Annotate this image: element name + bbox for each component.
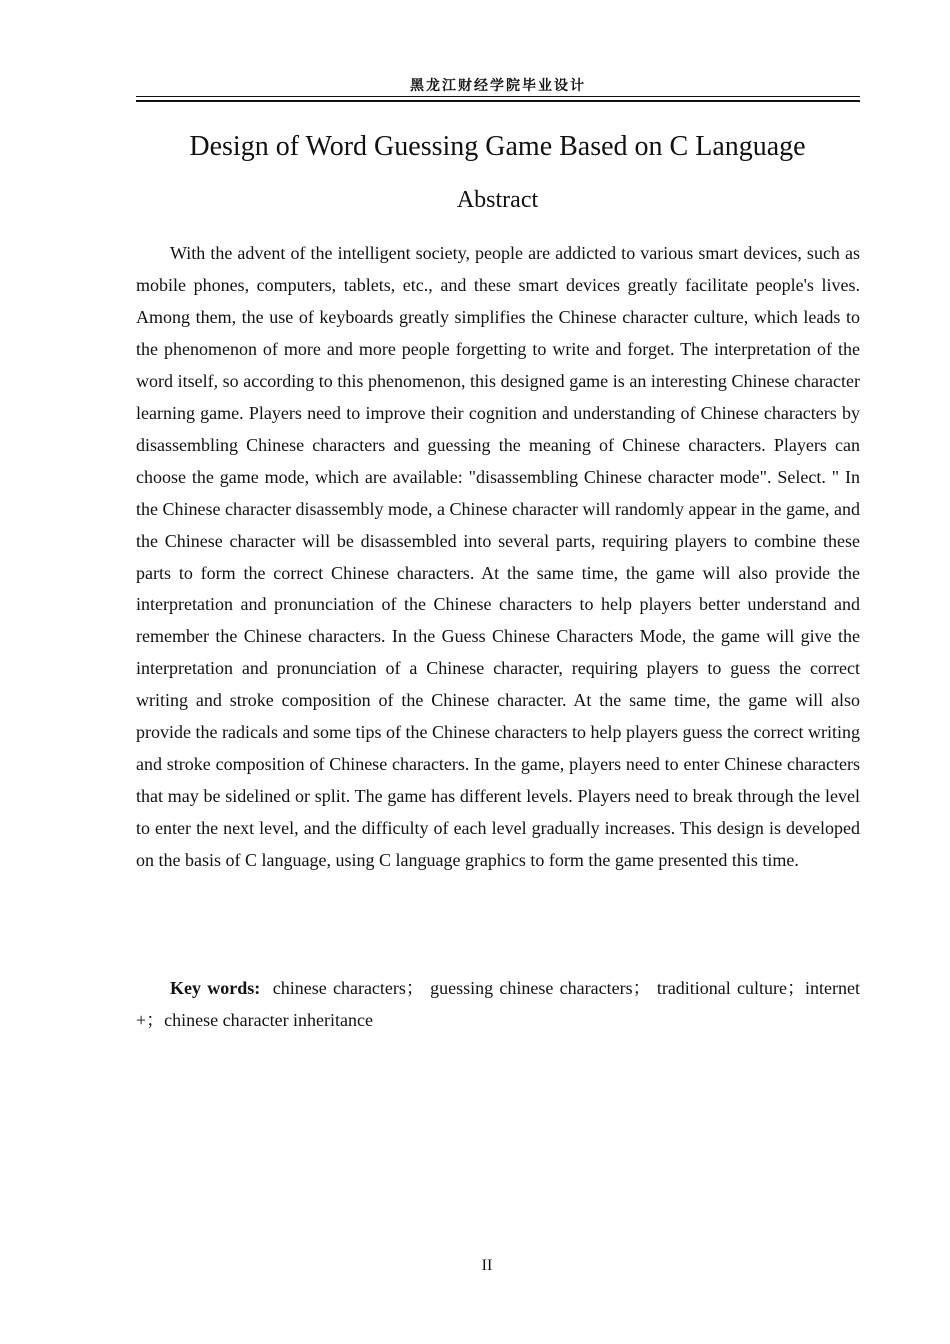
keywords-paragraph (136, 972, 860, 1036)
keywords-list: chinese characters； guessing chinese characters； traditional culture；internet +；chinese character inheritance (136, 978, 860, 1030)
page-number: II (481, 1257, 493, 1274)
header-divider (136, 96, 860, 102)
paper-title: Design of Word Guessing Game Based on C Language (189, 131, 806, 162)
running-header: 黑龙江财经学院毕业设计 (410, 78, 586, 94)
abstract-heading: Abstract (456, 187, 539, 213)
keywords-label: Key words: (170, 978, 261, 998)
abstract-paragraph: With the advent of the intelligent society, people are addicted to various smart devices, such as mobile phones, computers, tablets, etc., and these smart devices greatly facilitate people's lives. Among them, the use of keyboards greatly simplifies the Chinese character culture, which leads to the phenomenon of more and more people forgetting to write and forget. The interpretation of the word itself, so according to this phenomenon, this designed game is an interesting Chinese character learning game. Players need to improve their cognition and understanding of Chinese characters by disassembling Chinese characters and guessing the meaning of Chinese characters. Players can choose the game mode, which are available: "disassembling Chinese character mode". Select. " In the Chinese character disassembly mode, a Chinese character will randomly appear in the game, and the Chinese character will be disassembled into several parts, requiring players to combine these parts to form the correct Chinese characters. At the same time, the game will also provide the interpretation and pronunciation of the Chinese characters to help players better understand and remember the Chinese characters. In the Guess Chinese Characters Mode, the game will give the interpretation and pronunciation of a Chinese character, requiring players to guess the correct writing and stroke composition of the Chinese character. At the same time, the game will also provide the radicals and some tips of the Chinese characters to help players guess the correct writing and stroke composition of Chinese characters. In the game, players need to enter Chinese characters that may be sidelined or split. The game has different levels. Players need to break through the level to enter the next level, and the difficulty of each level gradually increases. This design is developed on the basis of C language, using C language graphics to form the game presented this time. (136, 243, 860, 871)
